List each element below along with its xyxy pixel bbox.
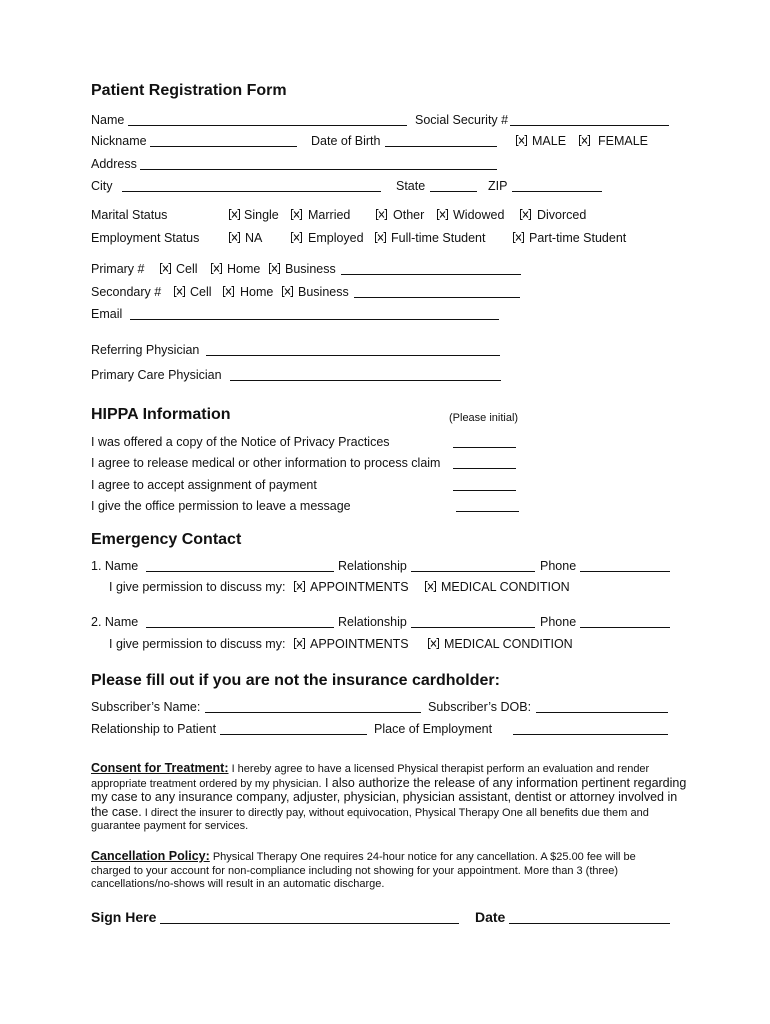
primary-cell-checkbox[interactable] — [160, 263, 171, 274]
cancellation-text: Physical Therapy One requires 24-hour notice for any cancellation. A $25.00 fee will be charged to your account for non-compliance including not showing for your appointment. More than 3 (three) cancellations/no-shows will result in an automatic discharge. — [91, 851, 636, 890]
full-time-student-checkbox[interactable] — [375, 232, 386, 243]
contact1-appointments-checkbox[interactable] — [294, 581, 305, 592]
male-checkbox[interactable] — [516, 135, 527, 146]
na-label: NA — [245, 231, 263, 245]
state-field[interactable] — [430, 191, 477, 192]
female-checkbox[interactable] — [579, 135, 590, 146]
primary-home-label: Home — [227, 262, 261, 276]
contact1-relationship-label: Relationship — [338, 559, 407, 573]
full-time-student-label: Full-time Student — [391, 231, 486, 245]
contact1-permission-label: I give permission to discuss my: — [109, 580, 286, 594]
widowed-checkbox[interactable] — [437, 209, 448, 220]
referring-physician-label: Referring Physician — [91, 343, 200, 357]
secondary-phone-field[interactable] — [354, 297, 520, 298]
hippa-statement: I agree to accept assignment of payment — [91, 478, 317, 492]
hippa-statement: I was offered a copy of the Notice of Privacy Practices — [91, 435, 390, 449]
consent-text-3: I direct the insurer to directly pay, without equivocation, Physical Therapy One all benefits due them and guarantee payment for services. — [91, 806, 649, 832]
contact1-medical-checkbox[interactable] — [425, 581, 436, 592]
place-of-employment-field[interactable] — [513, 734, 668, 735]
primary-home-checkbox[interactable] — [211, 263, 222, 274]
contact2-phone-field[interactable] — [580, 627, 670, 628]
hippa-initial-field[interactable] — [453, 490, 516, 491]
hippa-statement: I agree to release medical or other information to process claim — [91, 456, 441, 470]
secondary-business-checkbox[interactable] — [282, 286, 293, 297]
na-checkbox[interactable] — [229, 232, 240, 243]
female-label: FEMALE — [598, 134, 649, 148]
secondary-home-label: Home — [240, 285, 274, 299]
sign-here-label: Sign Here — [91, 909, 157, 925]
contact1-name-label: 1. Name — [91, 559, 139, 573]
ssn-field[interactable] — [510, 125, 669, 126]
primary-phone-field[interactable] — [341, 274, 521, 275]
contact2-name-label: 2. Name — [91, 615, 139, 629]
subscriber-dob-field[interactable] — [536, 712, 668, 713]
contact2-name-field[interactable] — [146, 627, 334, 628]
address-field[interactable] — [140, 169, 497, 170]
email-field[interactable] — [130, 319, 499, 320]
divorced-label: Divorced — [537, 208, 587, 222]
name-field[interactable] — [128, 125, 407, 126]
hippa-statement: I give the office permission to leave a message — [91, 499, 351, 513]
consent-label: Consent for Treatment: — [91, 761, 229, 775]
secondary-cell-checkbox[interactable] — [174, 286, 185, 297]
referring-physician-field[interactable] — [206, 355, 500, 356]
insurance-title: Please fill out if you are not the insurance cardholder: — [91, 672, 500, 689]
relationship-to-patient-label: Relationship to Patient — [91, 722, 217, 736]
secondary-home-checkbox[interactable] — [223, 286, 234, 297]
contact2-relationship-label: Relationship — [338, 615, 407, 629]
hippa-initial-field[interactable] — [453, 468, 516, 469]
contact2-appointments-checkbox[interactable] — [294, 638, 305, 649]
cancellation-label: Cancellation Policy: — [91, 849, 210, 863]
divorced-checkbox[interactable] — [520, 209, 531, 220]
please-initial-note: (Please initial) — [449, 412, 519, 424]
married-checkbox[interactable] — [291, 209, 302, 220]
state-label: State — [396, 179, 426, 193]
marital-status-label: Marital Status — [91, 208, 168, 222]
single-checkbox[interactable] — [229, 209, 240, 220]
contact1-phone-label: Phone — [540, 559, 577, 573]
employed-checkbox[interactable] — [291, 232, 302, 243]
primary-business-checkbox[interactable] — [269, 263, 280, 274]
emergency-contact-title: Emergency Contact — [91, 531, 242, 548]
single-label: Single — [244, 208, 279, 222]
contact1-medical-label: MEDICAL CONDITION — [441, 580, 570, 594]
primary-care-physician-field[interactable] — [230, 380, 501, 381]
form-title: Patient Registration Form — [91, 82, 287, 99]
part-time-student-checkbox[interactable] — [513, 232, 524, 243]
date-field[interactable] — [509, 923, 670, 924]
address-label: Address — [91, 157, 137, 171]
married-label: Married — [308, 208, 351, 222]
zip-field[interactable] — [512, 191, 602, 192]
other-checkbox[interactable] — [376, 209, 387, 220]
primary-phone-label: Primary # — [91, 262, 145, 276]
contact1-appointments-label: APPOINTMENTS — [310, 580, 409, 594]
male-label: MALE — [532, 134, 567, 148]
zip-label: ZIP — [488, 179, 508, 193]
city-field[interactable] — [122, 191, 381, 192]
contact2-permission-label: I give permission to discuss my: — [109, 637, 286, 651]
widowed-label: Widowed — [453, 208, 505, 222]
subscriber-name-field[interactable] — [205, 712, 421, 713]
contact1-relationship-field[interactable] — [411, 571, 535, 572]
hippa-initial-field[interactable] — [453, 447, 516, 448]
consent-text-2: I also authorize the release of any information pertinent regarding my case to any insurance company, adjuster, physician, physician assistant, dentist or attorney involved in the case. — [91, 775, 687, 819]
other-label: Other — [393, 208, 425, 222]
contact2-medical-label: MEDICAL CONDITION — [444, 637, 573, 651]
secondary-cell-label: Cell — [190, 285, 212, 299]
dob-field[interactable] — [385, 146, 497, 147]
dob-label: Date of Birth — [311, 134, 381, 148]
hippa-title: HIPPA Information — [91, 406, 231, 423]
contact2-medical-checkbox[interactable] — [428, 638, 439, 649]
contact2-phone-label: Phone — [540, 615, 577, 629]
signature-field[interactable] — [160, 923, 459, 924]
place-of-employment-label: Place of Employment — [374, 722, 493, 736]
city-label: City — [91, 179, 113, 193]
primary-business-label: Business — [285, 262, 336, 276]
primary-care-physician-label: Primary Care Physician — [91, 368, 222, 382]
relationship-to-patient-field[interactable] — [220, 734, 367, 735]
cancellation-paragraph — [91, 850, 676, 892]
contact2-appointments-label: APPOINTMENTS — [310, 637, 409, 651]
secondary-phone-label: Secondary # — [91, 285, 162, 299]
name-label: Name — [91, 113, 125, 127]
nickname-label: Nickname — [91, 134, 147, 148]
consent-text-1: I hereby agree to have a licensed Physical therapist perform an evaluation and render appropriate treatment ordered by my physician. — [91, 763, 650, 790]
email-label: Email — [91, 307, 123, 321]
primary-cell-label: Cell — [176, 262, 198, 276]
contact1-phone-field[interactable] — [580, 571, 670, 572]
date-label: Date — [475, 909, 506, 925]
hippa-initial-field[interactable] — [456, 511, 519, 512]
part-time-student-label: Part-time Student — [529, 231, 627, 245]
contact2-relationship-field[interactable] — [411, 627, 535, 628]
subscriber-dob-label: Subscriber’s DOB: — [428, 700, 532, 714]
consent-paragraph — [91, 762, 691, 834]
ssn-label: Social Security # — [415, 113, 509, 127]
employment-status-label: Employment Status — [91, 231, 200, 245]
secondary-business-label: Business — [298, 285, 349, 299]
subscriber-name-label: Subscriber’s Name: — [91, 700, 201, 714]
nickname-field[interactable] — [150, 146, 297, 147]
contact1-name-field[interactable] — [146, 571, 334, 572]
employed-label: Employed — [308, 231, 364, 245]
